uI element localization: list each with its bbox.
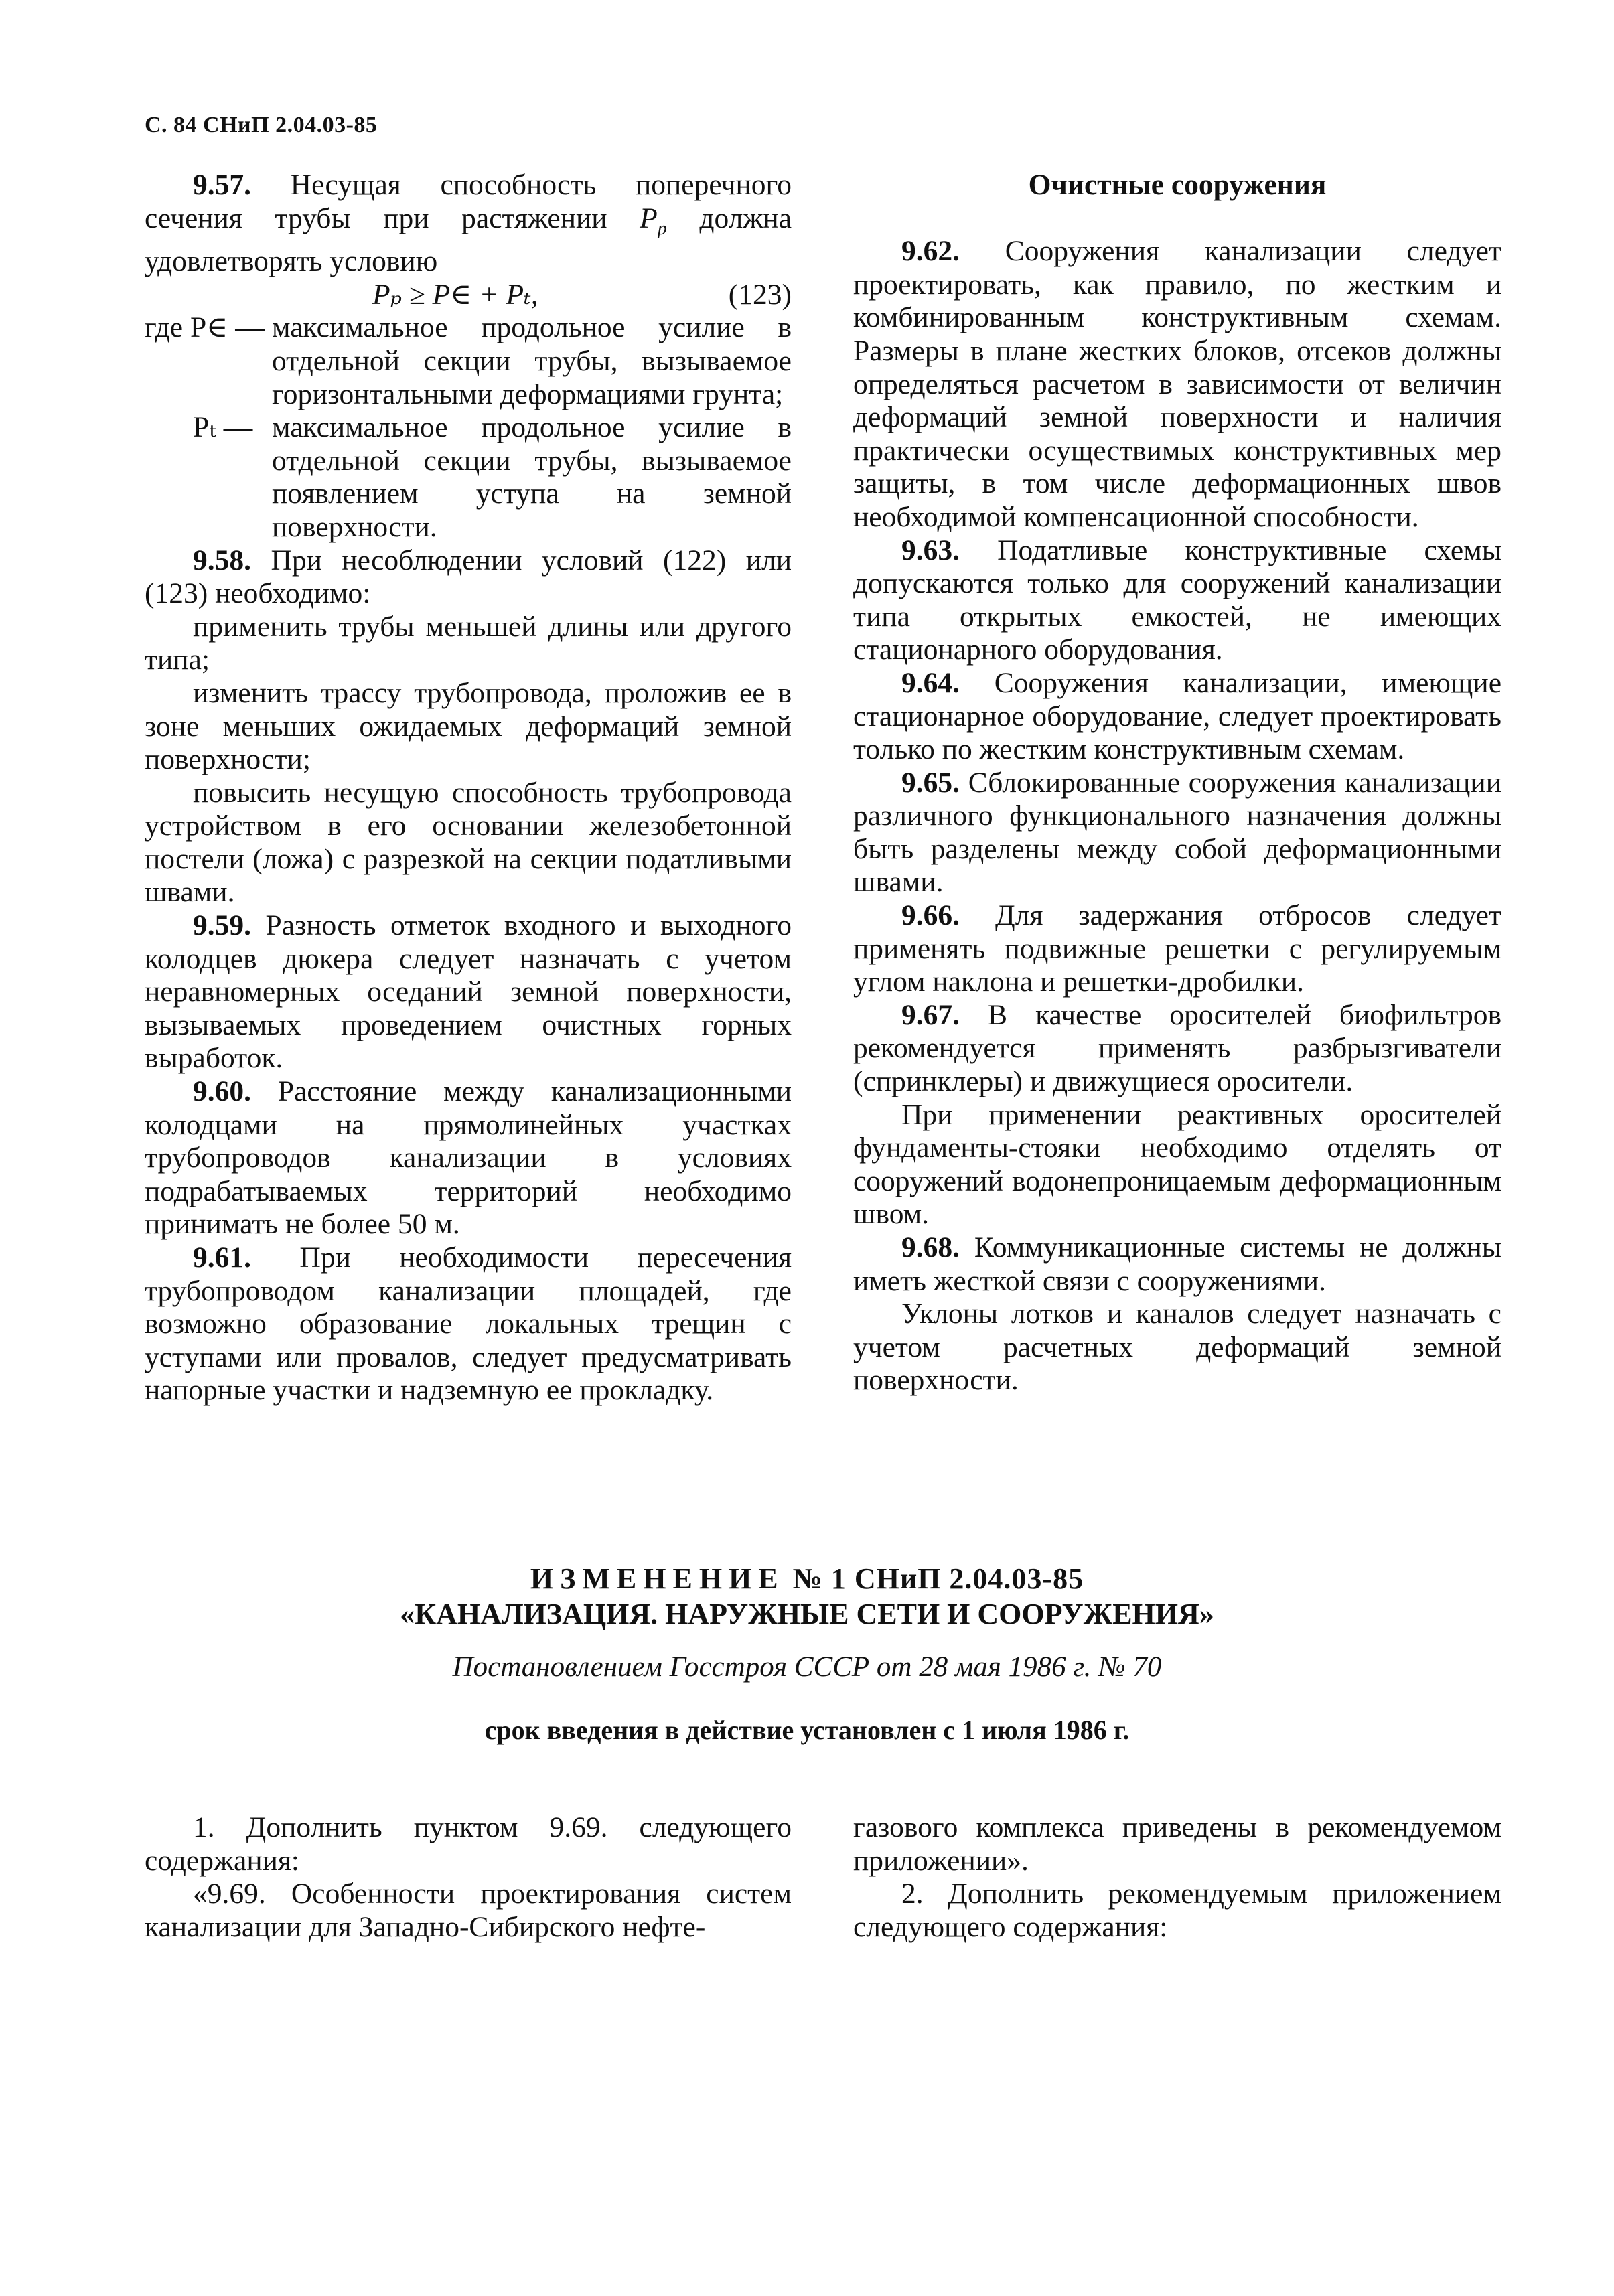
paragraph-9-67: [853, 999, 1501, 1099]
amendment-title: [0, 1561, 1614, 1596]
amendment-paragraph: 2. Дополнить рекомендуемым приложением следующего содержания:: [853, 1878, 1501, 1943]
clause-text: В качестве оросителей биофильтров рекомендуется применять разбрызгиватели (спринклеры) и движущиеся оросители.: [853, 998, 1501, 1098]
clause-text: Расстояние между канализационными колодцами на прямолинейных участках трубопроводов канализации в условиях подрабатываемых территорий необходимо принимать не более 50 м.: [145, 1075, 792, 1241]
clause-number: 9.66.: [901, 899, 960, 932]
paragraph-9-60: [145, 1075, 792, 1241]
clause-text: Несущая способность поперечного сечения трубы при растяжении: [145, 169, 792, 234]
definition-text: максимальное продольное усилие в отдельной секции трубы, вызываемое горизонтальными деформациями грунта;: [272, 311, 792, 410]
clause-number: 9.58.: [193, 544, 251, 577]
clause-text: Податливые конструктивные схемы допускаются только для сооружений канализации типа открытых емкостей, не имеющих стационарного оборудования.: [853, 534, 1501, 666]
list-item: изменить трассу трубопровода, проложив ее в зоне меньших ожидаемых деформаций земной поверхности;: [145, 676, 792, 776]
amendment-paragraph: 1. Дополнить пунктом 9.69. следующего содержания:: [145, 1811, 792, 1877]
definition-item: [145, 411, 792, 544]
formula-123: [145, 279, 792, 312]
paragraph-9-68: [853, 1231, 1501, 1298]
definitions-list: [145, 311, 792, 544]
right-column: [853, 169, 1501, 1397]
paragraph-9-66: [853, 899, 1501, 999]
clause-text: Сблокированные сооружения канализации различного функционального назначения должны быть разделены между собой деформационными швами.: [853, 766, 1501, 899]
paragraph-9-57: [145, 169, 792, 279]
clause-number: 9.63.: [901, 534, 960, 566]
clause-text: Сооружения канализации следует проектировать, как правило, по жестким и комбинированным конструктивным схемам. Размеры в плане жестких блоков, отсеков должны определяться расчетом в зависимости от величин деформаций земной поверхности и наличия практически осуществимых конструктивных мер защиты, в том числе деформационных швов необходимой компенсационной способности.: [853, 235, 1501, 533]
definition-term: Pₜ —: [193, 411, 253, 444]
formula-expression: Pₚ ≥ P∈ + Pₜ,: [372, 278, 538, 311]
amendment-paragraph: газового комплекса приведены в рекомендуемом приложении».: [853, 1811, 1501, 1877]
clause-number: 9.61.: [193, 1241, 251, 1274]
definition-item: [145, 311, 792, 411]
definition-text: максимальное продольное усилие в отдельной секции трубы, вызываемое появлением уступа на земной поверхности.: [272, 411, 792, 543]
clause-text: должна удовлетворять условию: [145, 202, 792, 278]
clause-number: 9.67.: [901, 998, 960, 1031]
clause-text: Коммуникационные системы не должны иметь жесткой связи с сооружениями.: [853, 1231, 1501, 1297]
paragraph-9-65: [853, 767, 1501, 899]
amendment-title-rest: № 1 СНиП 2.04.03-85: [784, 1562, 1084, 1595]
list-item: применить трубы меньшей длины или другого типа;: [145, 610, 792, 676]
amendment-subtitle: «КАНАЛИЗАЦИЯ. НАРУЖНЫЕ СЕТИ И СООРУЖЕНИЯ»: [400, 1598, 1214, 1630]
page-header: С. 84 СНиП 2.04.03-85: [145, 112, 378, 137]
formula-number: (123): [728, 278, 792, 311]
clause-number: 9.64.: [901, 666, 960, 699]
amendment-right-column: [853, 1811, 1501, 1944]
amendment-left-column: [145, 1811, 792, 1944]
paragraph-9-62: [853, 235, 1501, 534]
paragraph-9-64: [853, 667, 1501, 767]
clause-number: 9.65.: [901, 766, 960, 799]
variable-subscript: p: [657, 218, 667, 239]
clause-number: 9.59.: [193, 909, 251, 942]
clause-number: 9.57.: [193, 169, 251, 201]
amendment-paragraph: «9.69. Особенности проектирования систем канализации для Западно-Сибирского нефте-: [145, 1878, 792, 1943]
variable: P: [640, 202, 658, 234]
paragraph-9-67-continued: При применении реактивных оросителей фундаменты-стояки необходимо отделять от сооружений водонепроницаемым деформационным швом.: [853, 1098, 1501, 1231]
clause-text: При несоблюдении условий (122) или (123) необходимо:: [145, 544, 792, 610]
clause-number: 9.60.: [193, 1075, 251, 1108]
clause-number: 9.68.: [901, 1231, 960, 1264]
amendment-decree: Постановлением Госстроя СССР от 28 мая 1986 г. № 70: [452, 1651, 1162, 1683]
paragraph-9-63: [853, 534, 1501, 667]
paragraph-9-59: [145, 909, 792, 1075]
section-title: Очистные сооружения: [1028, 169, 1327, 201]
paragraph-9-61: [145, 1241, 792, 1407]
paragraph-9-68-continued: Уклоны лотков и каналов следует назначать с учетом расчетных деформаций земной поверхности.: [853, 1298, 1501, 1397]
clause-text: Сооружения канализации, имеющие стационарное оборудование, следует проектировать только по жестким конструктивным схемам.: [853, 666, 1501, 766]
left-column: [145, 169, 792, 1407]
clause-number: 9.62.: [901, 235, 960, 268]
clause-text: Разность отметок входного и выходного колодцев дюкера следует назначать с учетом неравномерных оседаний земной поверхности, вызываемых проведением очистных горных выработок.: [145, 909, 792, 1075]
list-item: повысить несущую способность трубопровода устройством в его основании железобетонной постели (ложа) с разрезкой на секции податливыми швами.: [145, 776, 792, 909]
paragraph-9-58: [145, 544, 792, 611]
amendment-title-word: ИЗМЕНЕНИЕ: [530, 1562, 785, 1595]
amendment-effective-date: срок введения в действие установлен с 1 июля 1986 г.: [484, 1715, 1130, 1745]
definition-term: где P∈ —: [145, 311, 265, 344]
clause-text: Для задержания отбросов следует применять подвижные решетки с регулируемым углом наклона и решетки-дробилки.: [853, 899, 1501, 998]
clause-text: При необходимости пересечения трубопроводом канализации площадей, где возможно образование локальных трещин с уступами или провалов, следует предусматривать напорные участки и надземную ее прокладку.: [145, 1241, 792, 1407]
